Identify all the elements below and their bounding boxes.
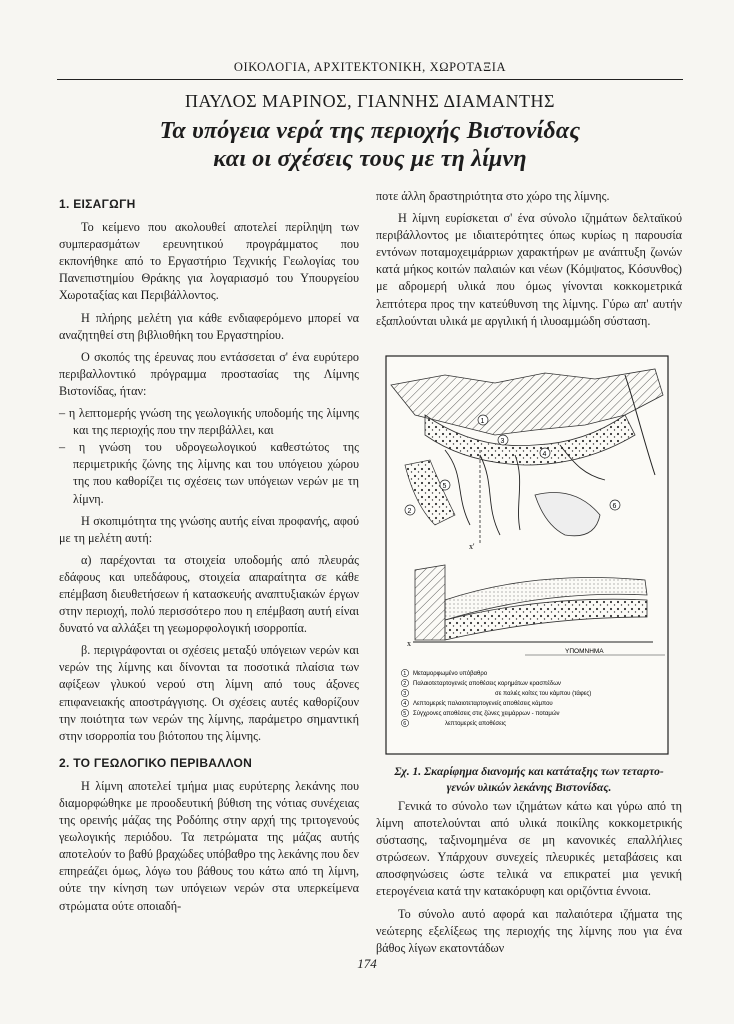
title-line-2: και οι σχέσεις τους με τη λίμνη	[213, 146, 527, 172]
paragraph: ποτε άλλη δραστηριότητα στο χώρο της λίμνης.	[376, 189, 610, 203]
legend-item	[401, 679, 561, 687]
paragraph: Η λίμνη ευρίσκεται σ' ένα σύνολο ιζημάτων δελταϊκού περιβάλλοντος με ιδιαιτερότητες όπως κυρίως η παρουσία εντόνων ποταμοχειμάρριων χαρακτήρων με ανάπτυξη ζωνών κατά μήκος κοιτών παλαιών και νέων (Κόμψατος, Κόσυνθος) με αδρομερή υλικά που όμως γίνονται κοκκομετρικά λεπτότερα προς την κατεύθυνση της λίμνης. Γύρω απ' αυτήν εξαπλούνται υλικά με αργιλική ή ιλυοαμμώδη σύσταση.	[376, 211, 682, 328]
paragraph: Γενικά το σύνολο των ιζημάτων κάτω και γύρω από τη λίμνη αποτελούνται από υλικά ποικίλης κοκκομετρικής σύστασης, ταξινομημένα σε μη κανονικές επαλλήλιες στρώσεων. Υπάρχουν συνεχείς πλευρικές μεταβάσεις και αποσφηνώσεις ώστε τελικά να επικρατεί μια γενική ετερογένεια κατά την κατακόρυφη και οριζόντια έννοια.	[376, 799, 682, 899]
section-heading: 2. ΤΟ ΓΕΩΛΟΓΙΚΟ ΠΕΡΙΒΑΛΛΟΝ	[59, 755, 253, 770]
svg-text:Παλαιοτεταρτογενείς αποθέσεις: Παλαιοτεταρτογενείς αποθέσεις κορημάτων κρασπέδων	[413, 681, 561, 687]
figure-caption	[376, 764, 682, 796]
right-column-top	[376, 188, 682, 335]
map-number: 3	[500, 438, 505, 445]
list-item: – η λεπτομερής γνώση της γεωλογικής υποδομής της λίμνης και της περιοχής που την περιβάλλει, και	[59, 405, 359, 439]
running-header: ΟΙΚΟΛΟΓΙΑ, ΑΡΧΙΤΕΚΤΟΝΙΚΗ, ΧΩΡΟΤΑΞΙΑ	[233, 60, 507, 74]
title-line-1: Τα υπόγεια νερά της περιοχής Βιστονίδας	[159, 118, 581, 144]
paragraph: Το σύνολο αυτό αφορά και παλαιότερα ιζήματα της νεώτερης εξελίξεως της περιοχής της λίμνης που για ένα βάθος λίγων εκατοντάδων	[376, 906, 682, 955]
paragraph: Η πλήρης μελέτη για κάθε ενδιαφερόμενο μπορεί να αναζητηθεί στη βιβλιοθήκη του Εργαστηρίου.	[59, 310, 359, 342]
paragraph: Η λίμνη αποτελεί τμήμα μιας ευρύτερης λεκάνης που διαμορφώθηκε με προοδευτική βύθιση της νότιας συνέχειας της ορεινής μάζας της Ροδόπης στην αρχή της τριτογενούς γεωλογικής περιόδου. Τα πετρώματα της μάζας αυτής αποτελούν το βαθύ βραχώδες υπόβαθρο της λεκάνης που δεν επηρεάζει όμως, λόγω του βάθους του κάτω από τη λίμνη, ούτε την κίνηση των υπόγειων νερών στα υπερκείμενα στρώματα ούτε οποιαδή-	[59, 778, 359, 913]
map-number: 1	[480, 418, 485, 425]
svg-text:6: 6	[403, 721, 407, 728]
legend-item	[401, 699, 552, 707]
paragraph: α) παρέχονται τα στοιχεία υποδομής από πλευράς εδάφους και υπεδάφους, στοιχεία απαραίτητα σε κάθε επέμβαση διευθετήσεων ή κατασκευής αναπτυξιακών έργων στην περιοχή, πολύ περισσότερο που η επέμβαση αυτή είναι δυνατό να αλλάξει τη γεωμορφολογική ισορροπία.	[59, 552, 359, 636]
left-column	[59, 192, 359, 920]
map-number: 2	[407, 508, 412, 515]
header-rule	[57, 79, 683, 80]
section-heading: 1. ΕΙΣΑΓΩΓΗ	[59, 197, 136, 211]
caption-line-1: Σχ. 1. Σκαρίφημα διανομής και κατάταξης των τεταρτο-	[394, 766, 664, 778]
section-label-x2: x'	[469, 542, 475, 551]
paragraph: β. περιγράφονται οι σχέσεις μεταξύ υπόγειων νερών και νερών της λίμνης και δίνονται τα ποσοτικά πλαίσια των αφίξεων γλυκού νερού στη λίμνη από τους άξονες επιφανειακής αποστράγγισης. Οι σχέσεις αυτές καθορίζουν την ποιότητα των νερών της λίμνης, παράμετρο σημαντική στην ισορροπία του βιότοπου της λίμνης.	[59, 643, 359, 743]
section-label-x: x	[407, 639, 411, 648]
article-title	[57, 117, 683, 173]
right-column-bottom	[376, 798, 682, 962]
legend-item	[401, 709, 559, 717]
page-number: 174	[357, 956, 377, 971]
map-number: 6	[612, 503, 617, 510]
paragraph: Το κείμενο που ακολουθεί αποτελεί περίληψη των συμπερασμάτων ερευνητικού προγράμματος που εκπονήθηκε από το Εργαστήριο Τεχνικής Γεωλογίας του Πανεπιστημίου Θράκης για λογαριασμό του Υπουργείου Χωροταξίας και Περιβάλλοντος.	[59, 220, 359, 303]
objectives-list	[59, 405, 359, 508]
authors: ΠΑΥΛΟΣ ΜΑΡΙΝΟΣ, ΓΙΑΝΝΗΣ ΔΙΑΜΑΝΤΗΣ	[184, 91, 555, 111]
svg-text:4: 4	[403, 701, 407, 708]
svg-text:Μεταμορφωμένο υπόβαθρο: Μεταμορφωμένο υπόβαθρο	[413, 671, 488, 677]
svg-text:Σύγχρονες αποθέσεις στις ζώνες: Σύγχρονες αποθέσεις στις ζώνες χειμάρρων - ποταμών	[413, 711, 560, 717]
map-number: 4	[542, 451, 547, 458]
list-item: – η γνώση του υδρογεωλογικού καθεστώτος της περιμετρικής ζώνης της λίμνης και του υπόγειου χώρου της που καθορίζει τις σχέσεις των υπόγειων νερών με τη λίμνη.	[59, 439, 359, 507]
svg-text:2: 2	[403, 681, 407, 688]
svg-text:Λεπτομερείς παλαιοτεταρτογενεί: Λεπτομερείς παλαιοτεταρτογενείς αποθέσεις κάμπου	[413, 701, 553, 707]
legend-item	[401, 669, 487, 677]
paragraph: Η σκοπιμότητα της γνώσης αυτής είναι προφανής, αφού με τη μελέτη αυτή:	[59, 513, 359, 545]
svg-text:1: 1	[403, 671, 407, 678]
svg-text:5: 5	[403, 711, 407, 718]
svg-text:λεπτομερείς αποθέσεις: λεπτομερείς αποθέσεις	[445, 721, 507, 727]
svg-text:σε παλιές κοίτες του κάμπου (τ: σε παλιές κοίτες του κάμπου (τάφες)	[495, 691, 592, 697]
section-bedrock	[415, 565, 445, 640]
legend-title: ΥΠΟΜΝΗΜΑ	[565, 648, 604, 655]
map-number: 5	[442, 483, 447, 490]
svg-text:3: 3	[403, 691, 407, 698]
paragraph: Ο σκοπός της έρευνας που εντάσσεται σ' ένα ευρύτερο περιβαλλοντικό πρόγραμμα προστασίας της Λίμνης Βιστονίδας, ήταν:	[59, 349, 359, 398]
caption-line-2: γενών υλικών λεκάνης Βιστονίδας.	[446, 782, 612, 794]
geology-figure	[385, 355, 669, 755]
